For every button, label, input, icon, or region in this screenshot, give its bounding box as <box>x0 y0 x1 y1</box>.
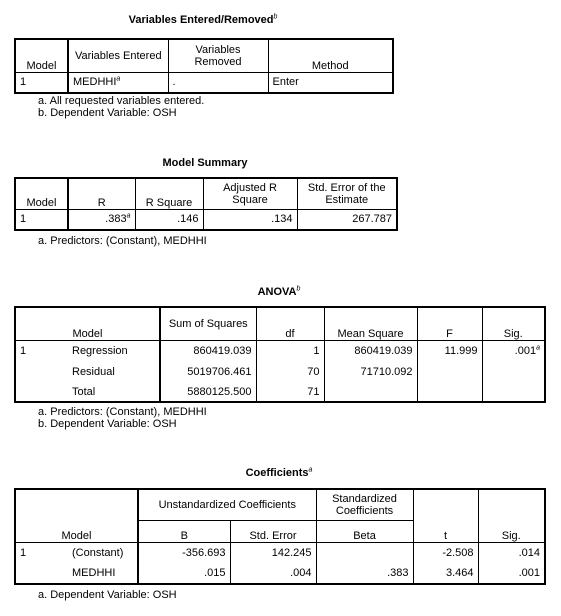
header-model: Model <box>15 178 68 209</box>
header-model: Model <box>15 39 68 72</box>
table-row <box>15 209 397 230</box>
header-unstandardized-coefficients: Unstandardized Coefficients <box>138 489 316 520</box>
header-t: t <box>413 520 478 542</box>
footnote: a. Dependent Variable: OSH <box>38 589 177 601</box>
table-row <box>15 361 545 382</box>
cell-df: 1 <box>256 340 324 361</box>
cell-sum-of-squares: 5019706.461 <box>160 361 256 382</box>
cell-t: -2.508 <box>413 542 478 563</box>
header-r-square: R Square <box>135 178 203 209</box>
cell-mean-square: 71710.092 <box>324 361 417 382</box>
cell-model: 1 <box>15 209 68 230</box>
footnote: a. All requested variables entered. <box>38 95 205 107</box>
table-row <box>15 72 393 93</box>
header-df: df <box>256 307 324 340</box>
cell-sig: .001$^a$ <box>482 340 545 361</box>
cell-b: -356.693 <box>138 542 230 563</box>
header-sum-of-squares: Sum of Squares <box>160 307 256 340</box>
table-row <box>15 542 545 563</box>
coefficients-table <box>14 488 546 585</box>
cell-adjusted-r-square: .134 <box>203 209 297 230</box>
cell-mean-square: 860419.039 <box>324 340 417 361</box>
model-summary-table <box>14 177 398 231</box>
cell-std-error: 142.245 <box>230 542 316 563</box>
cell-removed: . <box>168 72 268 93</box>
cell-label: (Constant) <box>72 546 124 559</box>
cell-sig: .001 <box>478 563 545 584</box>
cell-model: 1 <box>15 542 68 563</box>
header-method: Method <box>268 39 393 72</box>
cell-label: Regression <box>72 344 128 357</box>
cell-sig: .014 <box>478 542 545 563</box>
header-variables-entered: Variables Entered <box>68 39 168 72</box>
cell-mean-square <box>324 382 417 402</box>
cell-std-error: .004 <box>230 563 316 584</box>
cell-r: .383$^a$ <box>68 209 135 230</box>
cell-label: MEDHHI <box>68 563 138 584</box>
cell-beta: .383 <box>316 563 413 584</box>
cell-beta <box>316 542 413 563</box>
header-variables-removed: Variables Removed <box>168 39 268 72</box>
cell-entered: MEDHHI$^a$ <box>68 72 168 93</box>
cell-sum-of-squares: 860419.039 <box>160 340 256 361</box>
cell-f: 11.999 <box>417 340 482 361</box>
table-row <box>15 563 545 584</box>
variables-entered-title: Variables Entered/Removed$^b$ <box>128 13 278 26</box>
header-mean-square: Mean Square <box>324 307 417 340</box>
header-std-error: Std. Error <box>230 520 316 542</box>
header-std-error: Std. Error of the Estimate <box>297 178 397 209</box>
footnote: b. Dependent Variable: OSH <box>38 418 177 430</box>
cell-sig <box>482 361 545 382</box>
cell-label: Total <box>68 382 160 402</box>
table-row <box>15 382 545 402</box>
footnote: a. Predictors: (Constant), MEDHHI <box>38 235 207 247</box>
cell-r-square: .146 <box>135 209 203 230</box>
variables-entered-table <box>14 38 394 94</box>
header-sig: Sig. <box>482 307 545 340</box>
header-adjusted-r-square: Adjusted R Square <box>203 178 297 209</box>
anova-table <box>14 306 546 403</box>
cell-f <box>417 361 482 382</box>
cell-sum-of-squares: 5880125.500 <box>160 382 256 402</box>
header-model: Model <box>15 520 138 542</box>
cell-f <box>417 382 482 402</box>
header-beta: Beta <box>316 520 413 542</box>
anova-title: ANOVA$^b$ <box>257 285 301 298</box>
cell-label: Residual <box>72 365 115 378</box>
header-model: Model <box>15 307 160 340</box>
cell-sig <box>482 382 545 402</box>
cell-model: 1 <box>15 72 68 93</box>
cell-df: 71 <box>256 382 324 402</box>
footnote: b. Dependent Variable: OSH <box>38 107 177 119</box>
model-summary-title: Model Summary <box>162 157 248 169</box>
cell-t: 3.464 <box>413 563 478 584</box>
header-standardized-coefficients: Standardized Coefficients <box>316 489 413 520</box>
header-f: F <box>417 307 482 340</box>
header-r: R <box>68 178 135 209</box>
table-row <box>15 340 545 361</box>
header-sig: Sig. <box>478 520 545 542</box>
cell-df: 70 <box>256 361 324 382</box>
coefficients-title: Coefficients$^a$ <box>245 466 313 479</box>
cell-method: Enter <box>268 72 393 93</box>
cell-model: 1 <box>15 340 68 361</box>
header-b: B <box>138 520 230 542</box>
cell-b: .015 <box>138 563 230 584</box>
cell-std-error: 267.787 <box>297 209 397 230</box>
footnote: a. Predictors: (Constant), MEDHHI <box>38 406 207 418</box>
